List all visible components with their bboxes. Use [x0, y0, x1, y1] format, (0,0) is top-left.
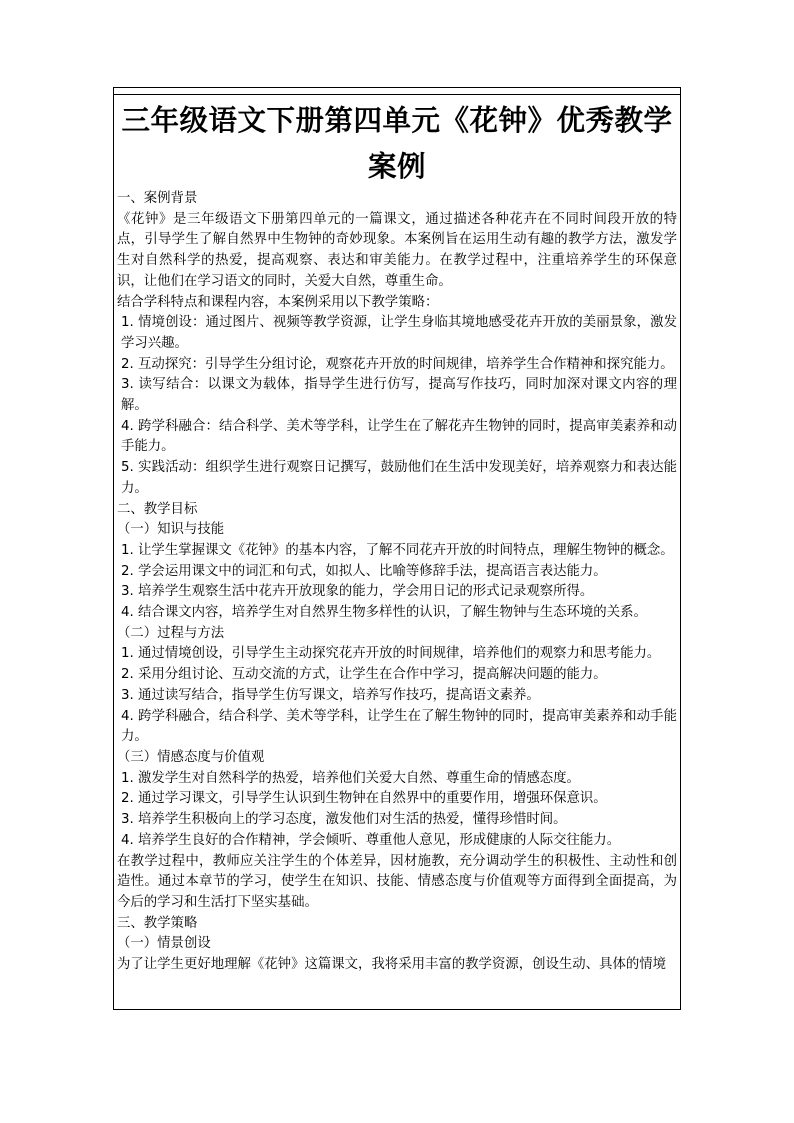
strategy-item: 3. 读写结合：以课文为载体，指导学生进行仿写，提高写作技巧，同时加深对课文内容的理解。 — [121, 377, 677, 414]
process-item: 2. 采用分组讨论、互动交流的方式，让学生在合作中学习，提高解决问题的能力。 — [121, 667, 607, 683]
attitude-item: 4. 培养学生良好的合作精神，学会倾听、尊重他人意见，形成健康的人际交往能力。 — [121, 832, 621, 848]
subheading-scene: （一）情景创设 — [117, 936, 211, 952]
process-item: 1. 通过情境创设，引导学生主动探究花卉开放的时间规律，培养他们的观察力和思考能力。 — [121, 646, 661, 662]
strategy-item: 5. 实践活动：组织学生进行观察日记撰写，鼓励他们在生活中发现美好，培养观察力和表达能力。 — [121, 460, 677, 496]
background-intro: 《花钟》是三年级语文下册第四单元的一篇课文，通过描述各种花卉在不同时间段开放的特点，引导学生了解自然界中生物钟的奇妙现象。本案例旨在运用生动有趣的教学方法，激发学生对自然科学的热爱，提高观察、表达和审美能力。在教学过程中，注重培养学生的环保意识，让他们在学习语文的同时，关爱大自然，尊重生命。 — [117, 211, 677, 289]
subheading-attitude: （三）情感态度与价值观 — [117, 749, 265, 765]
subheading-process: （二）过程与方法 — [117, 625, 225, 641]
strategy-item: 2. 互动探究：引导学生分组讨论，观察花卉开放的时间规律，培养学生合作精神和探究能力。 — [121, 356, 674, 372]
lesson-table — [113, 87, 681, 1010]
attitude-item: 2. 通过学习课文，引导学生认识到生物钟在自然界中的重要作用，增强环保意识。 — [121, 791, 607, 807]
document-title: 三年级语文下册第四单元《花钟》优秀教学案例 — [121, 103, 673, 183]
strategy-item: 4. 跨学科融合：结合科学、美术等学科，让学生在了解花卉生物钟的同时，提高审美素养和动手能力。 — [121, 418, 677, 455]
section-heading-goals: 二、教学目标 — [117, 501, 198, 517]
strategy-intro: 结合学科特点和课程内容，本案例采用以下教学策略： — [117, 294, 439, 310]
knowledge-item: 2. 学会运用课文中的词汇和句式，如拟人、比喻等修辞手法，提高语言表达能力。 — [121, 563, 607, 579]
table-top-row — [114, 88, 680, 95]
subheading-knowledge: （一）知识与技能 — [117, 522, 225, 538]
strategy-item: 1. 情境创设：通过图片、视频等教学资源，让学生身临其境地感受花卉开放的美丽景象，激发学习兴趣。 — [121, 315, 677, 351]
knowledge-item: 3. 培养学生观察生活中花卉开放现象的能力，学会用日记的形式记录观察所得。 — [121, 584, 594, 600]
knowledge-item: 1. 让学生掌握课文《花钟》的基本内容，了解不同花卉开放的时间特点，理解生物钟的概念。 — [121, 542, 674, 558]
section-heading-strategy: 三、教学策略 — [117, 915, 198, 931]
attitude-item: 3. 培养学生积极向上的学习态度，激发他们对生活的热爱，懂得珍惜时间。 — [121, 812, 567, 828]
goals-summary: 在教学过程中，教师应关注学生的个体差异，因材施教，充分调动学生的积极性、主动性和创造性。通过本章节的学习，使学生在知识、技能、情感态度与价值观等方面得到全面提高，为今后的学习和生活打下坚实基础。 — [117, 853, 677, 910]
attitude-item: 1. 激发学生对自然科学的热爱，培养他们关爱大自然、尊重生命的情感态度。 — [121, 770, 580, 786]
document-body — [114, 189, 680, 976]
process-item: 3. 通过读写结合，指导学生仿写课文，培养写作技巧，提高语文素养。 — [121, 687, 540, 703]
knowledge-item: 4. 结合课文内容，培养学生对自然界生物多样性的认识，了解生物钟与生态环境的关系。 — [121, 605, 647, 621]
scene-text: 为了让学生更好地理解《花钟》这篇课文，我将采用丰富的教学资源，创设生动、具体的情境 — [117, 957, 667, 973]
section-heading-background: 一、案例背景 — [117, 191, 198, 206]
process-item: 4. 跨学科融合，结合科学、美术等学科，让学生在了解生物钟的同时，提高审美素养和动手能力。 — [121, 708, 677, 745]
